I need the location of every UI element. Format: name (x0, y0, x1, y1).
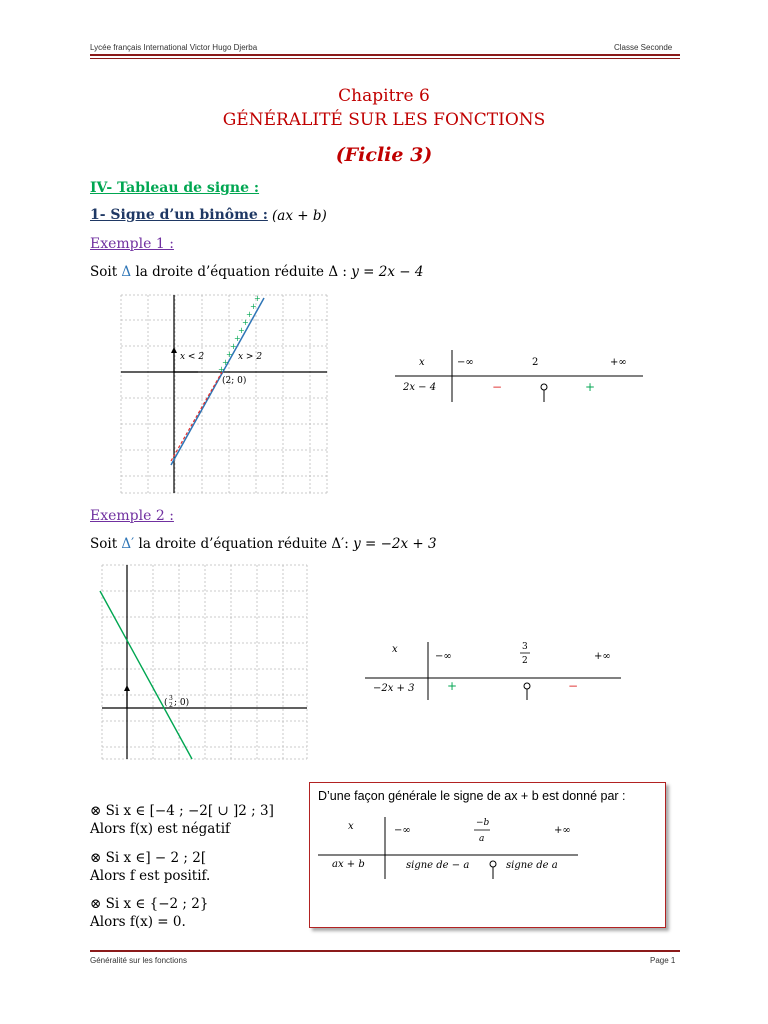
example2-table-minus-inf: −∞ (435, 651, 452, 662)
example2-sign-left: + (447, 679, 458, 693)
conclusion-2-condition: ⊗ Si x ∈] − 2 ; 2[ (90, 850, 207, 866)
svg-text:+: + (222, 358, 229, 367)
general-sign-table (316, 813, 656, 883)
svg-text:+: + (246, 310, 253, 319)
conclusion-2-result: Alors f est positif. (90, 868, 211, 884)
general-table-root-num: −b (476, 818, 490, 828)
example1-table-root: 2 (532, 357, 539, 368)
example2-table-root-den: 2 (522, 656, 528, 666)
example2-table-plus-inf: +∞ (594, 651, 611, 662)
example2-point-den: 2 (169, 702, 173, 709)
example1-sign-right: + (585, 380, 596, 394)
svg-text:+: + (226, 350, 233, 359)
example1-positive-marks (218, 294, 261, 374)
conclusion-3-condition: ⊗ Si x ∈ {−2 ; 2} (90, 896, 209, 912)
general-rule-box (309, 782, 666, 928)
example2-label: Exemple 2 : (90, 508, 174, 524)
example1-sentence-b: la droite d’équation réduite Δ : (131, 264, 352, 280)
example1-equation: y = 2x − 4 (351, 264, 424, 280)
chapter-subject: GÉNÉRALITÉ SUR LES FONCTIONS (222, 110, 546, 130)
footer-page: Page 1 (650, 956, 676, 965)
header-school: Lycée français International Victor Hugo Djerba (90, 43, 258, 52)
example2-sign-right: − (568, 679, 579, 693)
sub-heading: 1- Signe d’un binôme : (90, 207, 268, 223)
example2-table-x: x (392, 644, 398, 655)
general-table-expr: ax + b (332, 859, 365, 870)
example1-label-left: x < 2 (180, 352, 205, 362)
chapter-title: Chapitre 6 (338, 86, 430, 106)
example1-negative-part (171, 372, 222, 461)
svg-text:+: + (218, 365, 225, 374)
svg-text:+: + (238, 326, 245, 335)
general-table-root-den: a (479, 834, 485, 844)
svg-text:+: + (242, 318, 249, 327)
example1-graph (118, 293, 330, 495)
general-zero-marker (490, 861, 496, 867)
example2-zero-marker (524, 683, 530, 689)
example1-table-plus-inf: +∞ (610, 357, 627, 368)
general-rule-title: D’une façon générale le signe de ax + b est donné par : (318, 789, 626, 803)
example2-line (100, 591, 192, 759)
header-class: Classe Seconde (614, 43, 673, 52)
example1-sentence (90, 264, 423, 280)
header-rule (90, 54, 680, 56)
footer-rule (90, 950, 680, 952)
example2-sentence-a: Soit (90, 536, 122, 552)
example2-sentence-b: la droite d’équation réduite Δ′: (134, 536, 354, 552)
example2-grid (102, 565, 307, 759)
example1-sign-left: − (492, 380, 503, 394)
example2-delta: Δ′ (121, 536, 135, 552)
sheet-title: (Ficlie 3) (335, 144, 433, 166)
general-sign-left: signe de − a (406, 860, 470, 871)
example1-zero-marker (541, 384, 547, 390)
example1-table-x: x (419, 357, 425, 368)
general-sign-right: signe de a (506, 860, 558, 871)
example1-sentence-a: Soit (90, 264, 122, 280)
example1-sign-table (395, 350, 645, 404)
example2-point-open: ( (164, 698, 168, 708)
section-heading: IV- Tableau de signe : (90, 180, 260, 196)
sub-heading-expr: (ax + b) (272, 208, 327, 224)
conclusion-1-condition: ⊗ Si x ∈ [−4 ; −2[ ∪ ]2 ; 3] (90, 803, 274, 819)
general-table-minus-inf: −∞ (394, 825, 411, 836)
example2-sign-table (365, 638, 625, 702)
svg-text:+: + (254, 294, 261, 303)
svg-text:+: + (234, 334, 241, 343)
example2-point-close: ; 0) (174, 698, 190, 708)
footer-title: Généralité sur les fonctions (90, 956, 187, 965)
arrow-up-icon (171, 347, 177, 353)
example2-sentence (90, 536, 437, 552)
example1-delta: Δ (121, 264, 132, 280)
svg-text:+: + (250, 302, 257, 311)
example1-label-right: x > 2 (238, 352, 263, 362)
example2-equation: y = −2x + 3 (353, 536, 437, 552)
example1-label: Exemple 1 : (90, 236, 174, 252)
example1-point: (2; 0) (222, 376, 247, 386)
svg-text:+: + (230, 342, 237, 351)
example2-graph (99, 563, 311, 761)
example2-point-num: 3 (169, 695, 173, 702)
general-table-x: x (348, 821, 354, 832)
example2-table-root-num: 3 (522, 642, 528, 652)
example1-grid (121, 295, 327, 493)
example1-line (171, 298, 264, 465)
example2-table-expr: −2x + 3 (373, 683, 415, 694)
header-rule-thin (90, 58, 680, 59)
example1-table-minus-inf: −∞ (457, 357, 474, 368)
conclusion-3-result: Alors f(x) = 0. (90, 914, 186, 930)
conclusion-1-result: Alors f(x) est négatif (90, 821, 231, 837)
example1-table-expr: 2x − 4 (403, 382, 437, 393)
general-table-plus-inf: +∞ (554, 825, 571, 836)
